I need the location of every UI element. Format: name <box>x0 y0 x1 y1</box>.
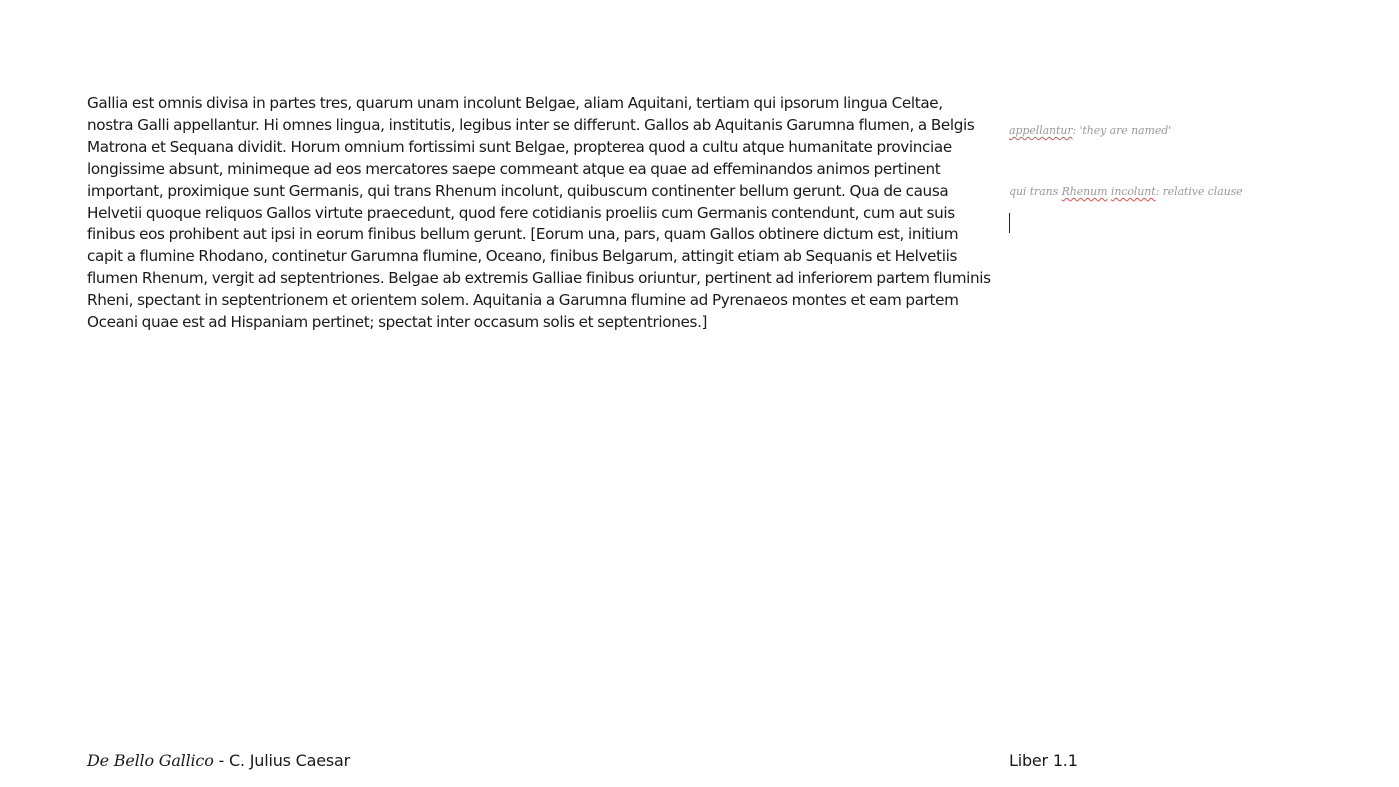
note-gloss: : relative clause <box>1155 185 1243 198</box>
note-term: appellantur <box>1009 124 1073 137</box>
title-separator: - <box>213 751 229 770</box>
note-term-rhenum: Rhenum <box>1061 185 1108 198</box>
note-prefix: qui trans <box>1009 185 1062 198</box>
book-author: C. Julius Caesar <box>229 751 350 770</box>
note-gloss: : 'they are named' <box>1072 124 1172 137</box>
text-cursor[interactable] <box>1009 213 1010 233</box>
latin-passage[interactable]: Gallia est omnis divisa in partes tres, quarum unam incolunt Belgae, aliam Aquitani, tertiam qui ipsorum lingua Celtae, nostra Galli appellantur. Hi omnes lingua, institutis, legibus inter se differunt. Gallos ab Aquitanis Garumna flumen, a Belgis Matrona et Sequana dividit. Horum omnium fortissimi sunt Belgae, propterea quod a cultu atque humanitate provinciae longissime absunt, minimeque ad eos mercatores saepe commeant atque ea quae ad effeminandos animos pertinent important, proximique sunt Germanis, qui trans Rhenum incolunt, quibuscum continenter bellum gerunt. Qua de causa Helvetii quoque reliquos Gallos virtute praecedunt, quod fere cotidianis proeliis cum Germanis contendunt, cum aut suis finibus eos prohibent aut ipsi in eorum finibus bellum gerunt. [Eorum una, pars, quam Gallos obtinere dictum est, initium capit a flumine Rhodano, continetur Garumna flumine, Oceano, finibus Belgarum, attingit etiam ab Sequanis et Helvetiis flumen Rhenum, vergit ad septentriones. Belgae ab extremis Galliae finibus oriuntur, pertinent ad inferiorem partem fluminis Rheni, spectant in septentrionem et orientem solem. Aquitania a Garumna flumine ad Pyrenaeos montes et eam partem Oceani quae est ad Hispaniam pertinet; spectat inter occasum solis et septentriones.] <box>87 94 991 332</box>
section-label: Liber 1.1 <box>1009 751 1078 770</box>
book-title: De Bello Gallico <box>87 751 214 770</box>
margin-note-appellantur[interactable] <box>1009 124 1171 137</box>
margin-note-relative-clause[interactable] <box>1009 185 1243 198</box>
footer-title <box>87 751 350 770</box>
note-term-incolunt: incolunt <box>1110 185 1156 198</box>
